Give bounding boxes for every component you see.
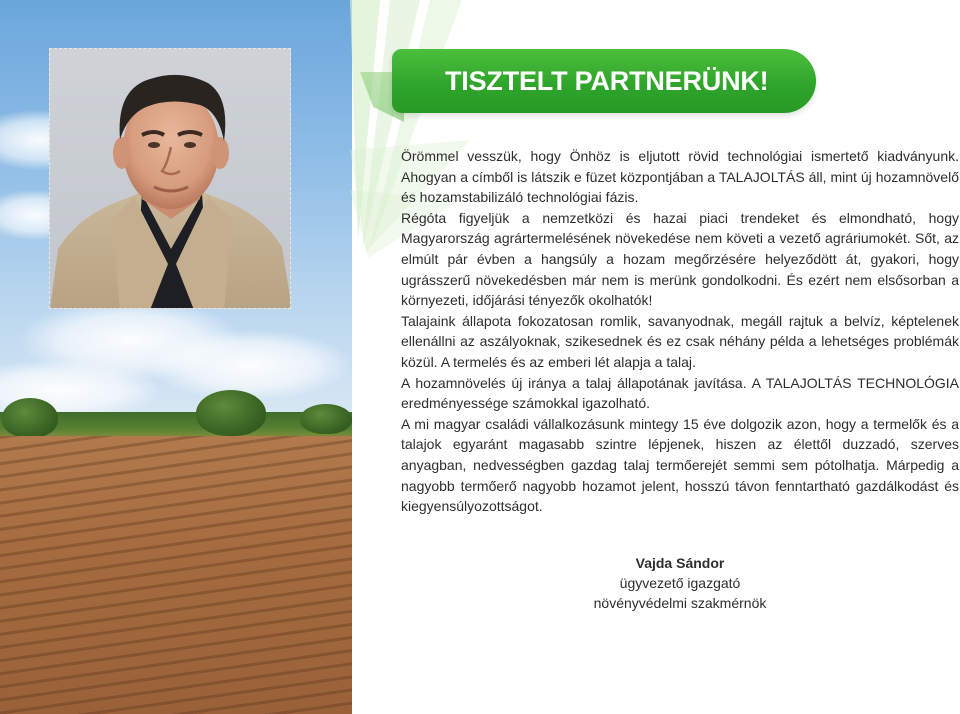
signer-profession: növényvédelmi szakmérnök (593, 595, 767, 611)
signer-role: ügyvezető igazgató (619, 575, 741, 591)
signature-block (560, 553, 800, 613)
tree (2, 398, 58, 438)
letter-paragraph: Örömmel vesszük, hogy Önhöz is eljutott rövid technológiai ismertető kiadványunk. Ahogyan a címből is látszik e füzet központjában a TALAJOLTÁS áll, mint új hozamnövelő és hozamstabilizáló technológiai fázis. (401, 148, 959, 206)
letter-paragraph: A hozamnövelés új iránya a talaj állapotának javítása. A TALAJOLTÁS TECHNOLÓGIA eredményessége számokkal igazolható. (401, 374, 959, 412)
field-photo-panel (0, 0, 352, 714)
letter-paragraph: Talajaink állapota fokozatosan romlik, savanyodnak, megáll rajtuk a belvíz, képtelenek ellenállni az aszályoknak, szikesednek és ez csak néhány példa a lehetséges problémák közül. A termelés és az emberi lét alapja a talaj. (401, 312, 959, 370)
cloud (150, 330, 350, 400)
signer-name: Vajda Sándor (635, 555, 725, 571)
portrait-photo (49, 48, 291, 309)
letter-body (401, 146, 959, 517)
letter-paragraph: Régóta figyeljük a nemzetközi és hazai piaci trendeket és elmondható, hogy Magyarország agrártermelésének növekedése nem követi a vezető agráriumokét. Sőt, az elmúlt pár évben a hangsúly a hozam megőrzésére helyeződött át, gyakori, hogy ugrásszerű növekedésben már nem is merünk gondolkodni. És ezért nem elsősorban a környezeti, időjárási tényezők okolhatók! (401, 209, 959, 309)
page-title: TISZTELT PARTNERÜNK! (445, 66, 769, 96)
plowed-field (0, 436, 352, 714)
tree (300, 404, 352, 434)
letter-paragraph: A mi magyar családi vállalkozásunk mintegy 15 éve dolgozik azon, hogy a termelők és a talajok egyaránt magasabb szintre lépjenek, hiszen az élettől duzzadó, szerves anyagban, nedvességben gazdag talaj termőerejét semmi sem pótolhatja. Márpedig a nagyobb termőerő nagyobb hozamot jelent, hosszú távon fenntartható gazdálkodást és kiegyensúlyozottságot. (401, 415, 959, 515)
tree (196, 390, 266, 436)
